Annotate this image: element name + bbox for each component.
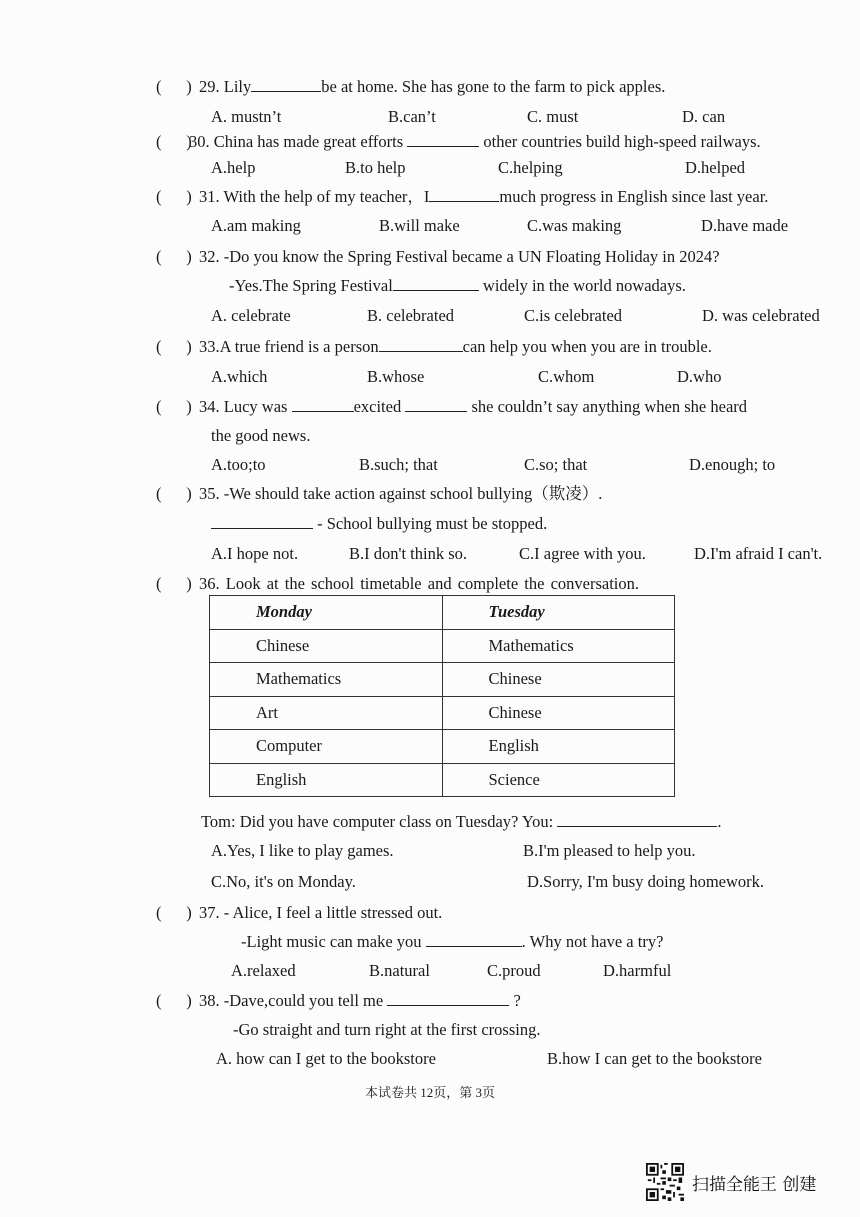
answer-blank[interactable] (251, 77, 321, 92)
table-cell: Chinese (442, 696, 675, 730)
option-b: B.how I can get to the bookstore (547, 1049, 762, 1068)
stem-text: ? (513, 991, 521, 1010)
option-a: A.relaxed (231, 961, 296, 980)
table-cell: Science (442, 763, 675, 797)
option-c: C.proud (487, 961, 541, 980)
answer-bracket[interactable]: ( ) (156, 484, 192, 503)
stem-text: 29. Lily (199, 77, 252, 96)
answer-bracket[interactable]: ( ) (156, 991, 192, 1010)
answer-blank[interactable] (405, 397, 467, 412)
option-a: A. celebrate (211, 306, 291, 325)
option-b: B. celebrated (367, 306, 455, 325)
question-29-stem (199, 76, 665, 98)
option-c: C.is celebrated (524, 306, 623, 325)
question-37-stem: 37. - Alice, I feel a little stressed out. (199, 903, 443, 922)
option-d: D.have made (701, 216, 789, 235)
table-header-row (210, 596, 675, 630)
question-37-reply (241, 931, 663, 953)
answer-bracket[interactable]: ( ) (156, 574, 192, 593)
stem-text: 33.A true friend is a person (199, 337, 379, 356)
answer-blank[interactable] (379, 337, 463, 352)
dialog-text: . (717, 812, 722, 831)
option-c: C.I agree with you. (519, 544, 646, 563)
reply-text: -Light music can make you (241, 932, 422, 951)
table-cell: Computer (210, 730, 443, 764)
option-a: A.am making (211, 216, 301, 235)
page-footer: 本试卷共 12页，第 3页 (364, 1085, 495, 1100)
reply-text: -Yes.The Spring Festival (229, 276, 393, 295)
stem-text: 38. -Dave,could you tell me (199, 991, 384, 1010)
answer-bracket[interactable]: ( ) (156, 903, 192, 922)
option-b: B.such; that (359, 455, 438, 474)
answer-bracket[interactable]: ( ) (156, 77, 192, 96)
option-b: B.to help (345, 158, 406, 177)
table-row (210, 663, 675, 697)
qr-code-icon (646, 1163, 684, 1201)
question-32-stem: 32. -Do you know the Spring Festival became a UN Floating Holiday in 2024? (199, 247, 720, 266)
option-b: B.whose (367, 367, 425, 386)
question-36-stem: 36. Look at the school timetable and complete the conversation. (199, 574, 639, 593)
reply-text: - School bullying must be stopped. (317, 514, 548, 533)
reply-text: widely in the world nowadays. (482, 276, 686, 295)
option-d: D.enough; to (689, 455, 776, 474)
stem-text: can help you when you are in trouble. (462, 337, 712, 356)
stem-text: 30. China has made great efforts (189, 132, 404, 151)
option-c: C.whom (538, 367, 595, 386)
stem-text: 34. Lucy was (199, 397, 288, 416)
table-cell: Chinese (442, 663, 675, 697)
question-34-stem-cont: the good news. (211, 426, 311, 445)
answer-blank[interactable] (211, 514, 313, 529)
question-30-stem (189, 131, 761, 153)
option-c: C.was making (527, 216, 622, 235)
option-b: B.I'm pleased to help you. (523, 841, 696, 860)
question-38-reply: -Go straight and turn right at the first crossing. (233, 1020, 541, 1039)
answer-blank[interactable] (407, 132, 479, 147)
question-36-dialog (201, 811, 721, 833)
school-timetable (209, 595, 675, 797)
answer-bracket[interactable]: ( ) (156, 187, 192, 206)
watermark-text: 扫描全能王 创建 (692, 1174, 817, 1195)
option-d: D. can (682, 107, 726, 126)
answer-bracket[interactable]: ( ) (156, 337, 192, 356)
stem-text: excited (353, 397, 402, 416)
answer-blank[interactable] (426, 932, 522, 947)
option-d: D.Sorry, I'm busy doing homework. (527, 872, 765, 891)
table-cell: Chinese (210, 629, 443, 663)
option-a: A. mustn’t (211, 107, 282, 126)
option-d: D.who (677, 367, 722, 386)
option-a: A.Yes, I like to play games. (211, 841, 394, 860)
question-32-reply (229, 275, 686, 297)
answer-bracket[interactable]: ( ) (156, 247, 192, 266)
table-row (210, 629, 675, 663)
option-d: D.harmful (603, 961, 672, 980)
question-35-reply (211, 513, 547, 535)
option-b: B.natural (369, 961, 430, 980)
column-header: Tuesday (442, 596, 675, 630)
table-cell: Art (210, 696, 443, 730)
answer-blank[interactable] (387, 991, 509, 1006)
reply-text: . Why not have a try? (521, 932, 664, 951)
option-c: C.so; that (524, 455, 588, 474)
answer-blank[interactable] (393, 276, 479, 291)
stem-text: much progress in English since last year. (499, 187, 769, 206)
stem-text: she couldn’t say anything when she heard (471, 397, 748, 416)
scanner-watermark (646, 1163, 816, 1201)
answer-blank[interactable] (557, 812, 717, 827)
option-b: B.will make (379, 216, 460, 235)
column-header: Monday (210, 596, 443, 630)
table-row (210, 696, 675, 730)
table-cell: Mathematics (442, 629, 675, 663)
option-a: A.help (211, 158, 256, 177)
answer-bracket[interactable]: ( ) (156, 397, 192, 416)
question-34-stem (199, 396, 747, 418)
option-b: B.can’t (388, 107, 436, 126)
option-c: C.No, it's on Monday. (211, 872, 356, 891)
answer-blank[interactable] (429, 187, 499, 202)
option-b: B.I don't think so. (349, 544, 468, 563)
answer-bracket[interactable]: ( ) (156, 132, 192, 151)
option-d: D.I'm afraid I can't. (694, 544, 823, 563)
table-cell: Mathematics (210, 663, 443, 697)
option-c: C.helping (498, 158, 563, 177)
stem-text: be at home. She has gone to the farm to pick apples. (321, 77, 666, 96)
question-33-stem (199, 336, 712, 358)
table-cell: English (442, 730, 675, 764)
question-38-stem (199, 990, 521, 1012)
option-a: A.I hope not. (211, 544, 299, 563)
table-cell: English (210, 763, 443, 797)
stem-text: 31. With the help of my teacher，I (199, 187, 430, 206)
table-row (210, 763, 675, 797)
question-31-stem (199, 186, 768, 208)
option-c: C. must (527, 107, 579, 126)
question-35-stem: 35. -We should take action against school bullying（欺凌）. (199, 484, 603, 503)
option-a: A.too;to (211, 455, 266, 474)
option-d: D.helped (685, 158, 746, 177)
option-d: D. was celebrated (702, 306, 820, 325)
table-row (210, 730, 675, 764)
dialog-text: Tom: Did you have computer class on Tuesday? You: (201, 812, 554, 831)
answer-blank[interactable] (292, 397, 354, 412)
option-a: A. how can I get to the bookstore (216, 1049, 436, 1068)
option-a: A.which (211, 367, 268, 386)
stem-text: other countries build high-speed railways. (483, 132, 761, 151)
